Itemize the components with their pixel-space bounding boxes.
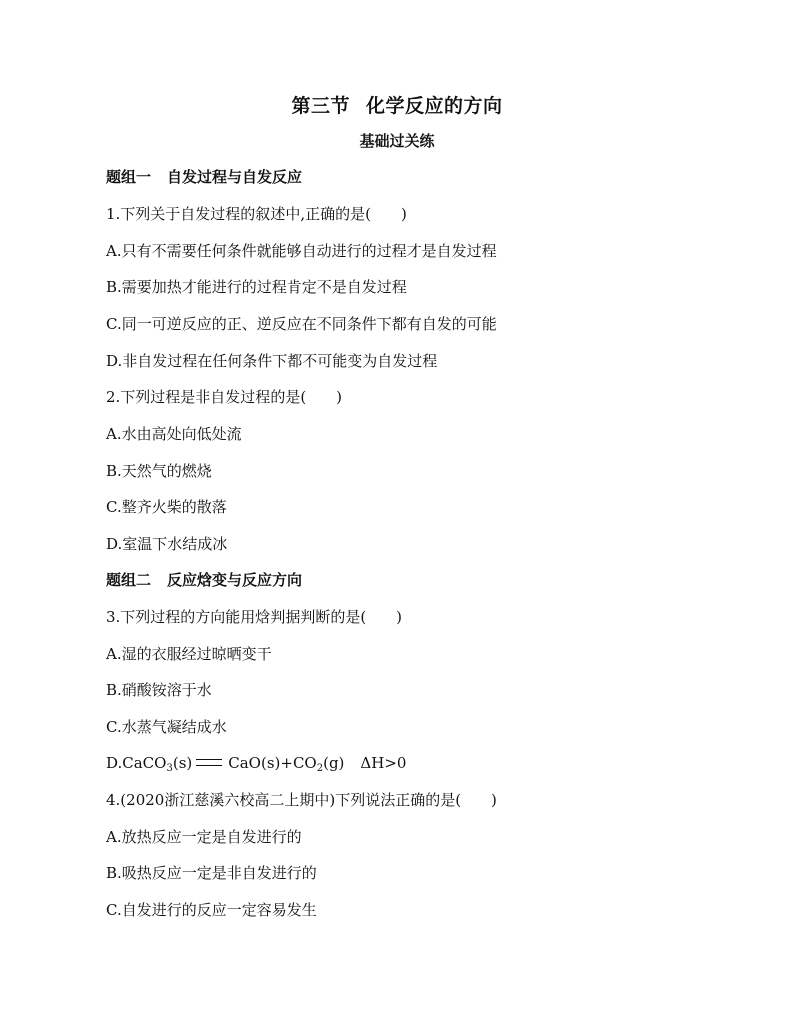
question-4-option-b: B.吸热反应一定是非自发进行的 [106, 864, 317, 882]
section-subtitle: 基础过关练 [359, 132, 435, 150]
question-1-option-c: C.同一可逆反应的正、逆反应在不同条件下都有自发的可能 [106, 315, 497, 333]
question-1-stem [106, 204, 407, 224]
equals-sign-icon [196, 759, 222, 766]
section-title [0, 91, 794, 118]
section-number: 第三节 [291, 95, 350, 117]
question-paren-close: ) [396, 608, 403, 626]
question-3-stem [106, 607, 402, 627]
question-1-option-d: D.非自发过程在任何条件下都不可能变为自发过程 [106, 352, 438, 370]
question-2-option-a: A.水由高处向低处流 [106, 425, 242, 443]
question-paren-close: ) [491, 791, 497, 809]
question-2-option-d: D.室温下水结成冰 [106, 535, 228, 553]
question-3-option-b: B.硝酸铵溶于水 [106, 681, 212, 699]
subscript: 3 [166, 763, 173, 774]
question-3-option-d [106, 753, 406, 773]
question-text: 1.下列关于自发过程的叙述中,正确的是( [106, 205, 371, 223]
question-2-option-c: C.整齐火柴的散落 [106, 498, 227, 516]
reactant-state: (s) [172, 754, 193, 772]
question-4-option-c: C.自发进行的反应一定容易发生 [106, 901, 317, 919]
group-title: 反应焓变与反应方向 [167, 571, 303, 589]
product-formula: CaO(s)+CO [228, 754, 317, 772]
question-1-option-a: A.只有不需要任何条件就能够自动进行的过程才是自发过程 [106, 242, 497, 260]
enthalpy-condition: ΔH>0 [360, 754, 407, 772]
question-1-option-b: B.需要加热才能进行的过程肯定不是自发过程 [106, 278, 407, 296]
question-4-stem [106, 790, 497, 810]
product-state: (g) [323, 754, 345, 772]
question-3-option-a: A.湿的衣服经过晾晒变干 [106, 645, 272, 663]
question-text: 3.下列过程的方向能用焓判据判断的是( [106, 608, 367, 626]
subscript: 2 [316, 763, 324, 774]
question-3-option-c: C.水蒸气凝结成水 [106, 718, 227, 736]
question-2-stem [106, 387, 342, 407]
group-heading-2 [106, 570, 302, 590]
question-text: 2.下列过程是非自发过程的是( [106, 388, 307, 406]
question-2-option-b: B.天然气的燃烧 [106, 462, 212, 480]
group-heading-1 [106, 167, 302, 187]
group-title: 自发过程与自发反应 [167, 168, 303, 186]
section-name: 化学反应的方向 [366, 95, 503, 117]
group-label: 题组一 [106, 168, 152, 186]
group-label: 题组二 [106, 571, 152, 589]
reactant-formula: D.CaCO [106, 754, 167, 772]
question-paren-close: ) [336, 388, 343, 406]
question-paren-close: ) [400, 205, 407, 223]
question-4-option-a: A.放热反应一定是自发进行的 [106, 828, 302, 846]
question-text: 4.(2020浙江慈溪六校高二上期中)下列说法正确的是( [106, 791, 462, 809]
